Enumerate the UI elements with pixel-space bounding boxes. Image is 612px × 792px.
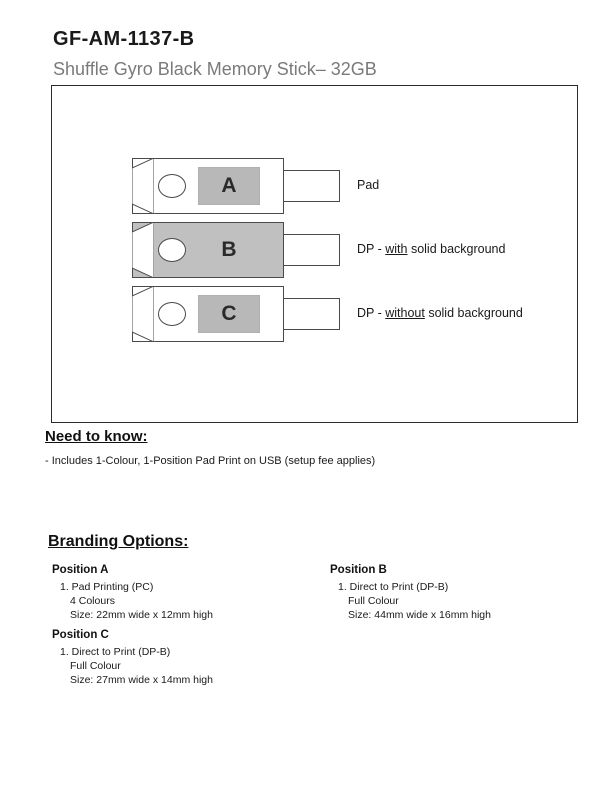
usb-caption-b-emphasis: with (385, 242, 408, 256)
usb-caption-a-text: Pad (357, 178, 380, 192)
position-c-method: 1. Direct to Print (DP-B) (60, 646, 171, 658)
usb-connector-c (283, 298, 340, 330)
usb-caption-b-pre: DP - (357, 242, 386, 256)
usb-swivel-ring-c (158, 302, 186, 326)
need-to-know-line: - Includes 1-Colour, 1-Position Pad Print on USB (setup fee applies) (45, 455, 376, 467)
position-c-heading: Position C (52, 629, 109, 641)
usb-slant-edge-a (132, 158, 154, 214)
print-area-c: C (198, 295, 260, 333)
usb-caption-b-post: solid background (407, 242, 506, 256)
usb-caption-b (357, 242, 505, 256)
position-b-colours: Full Colour (348, 595, 399, 607)
usb-swivel-ring-b (158, 238, 186, 262)
usb-drive-graphic-c (132, 286, 342, 342)
position-a-colours: 4 Colours (70, 595, 115, 607)
branding-position-a (52, 564, 213, 622)
usb-drive-graphic-b (132, 222, 342, 278)
usb-connector-a (283, 170, 340, 202)
page-title: GF-AM-1137-B (53, 28, 195, 50)
usb-slant-edge-c (132, 286, 154, 342)
print-area-a: A (198, 167, 260, 205)
usb-caption-c-pre: DP - (357, 306, 386, 320)
usb-caption-c-post: solid background (424, 306, 523, 320)
branding-position-b (330, 564, 491, 622)
usb-caption-a (357, 178, 379, 192)
position-a-heading: Position A (52, 564, 109, 576)
position-a-method: 1. Pad Printing (PC) (60, 581, 154, 593)
position-b-method: 1. Direct to Print (DP-B) (338, 581, 449, 593)
position-c-size: Size: 27mm wide x 14mm high (70, 674, 213, 686)
position-a-size: Size: 22mm wide x 12mm high (70, 609, 213, 621)
usb-caption-c-emphasis: without (385, 306, 425, 320)
branding-diagram-box (51, 85, 578, 423)
branding-options-title: Branding Options: (48, 533, 189, 550)
usb-connector-b (283, 234, 340, 266)
usb-slant-edge-b (132, 222, 154, 278)
product-subtitle: Shuffle Gyro Black Memory Stick– 32GB (53, 59, 377, 79)
position-c-colours: Full Colour (70, 660, 121, 672)
position-b-size: Size: 44mm wide x 16mm high (348, 609, 491, 621)
branding-position-c (52, 629, 213, 687)
print-area-b: B (221, 238, 237, 261)
usb-swivel-ring-a (158, 174, 186, 198)
usb-caption-c (357, 306, 523, 320)
need-to-know-title: Need to know: (45, 428, 148, 445)
position-b-heading: Position B (330, 564, 387, 576)
usb-drive-graphic-a (132, 158, 342, 214)
